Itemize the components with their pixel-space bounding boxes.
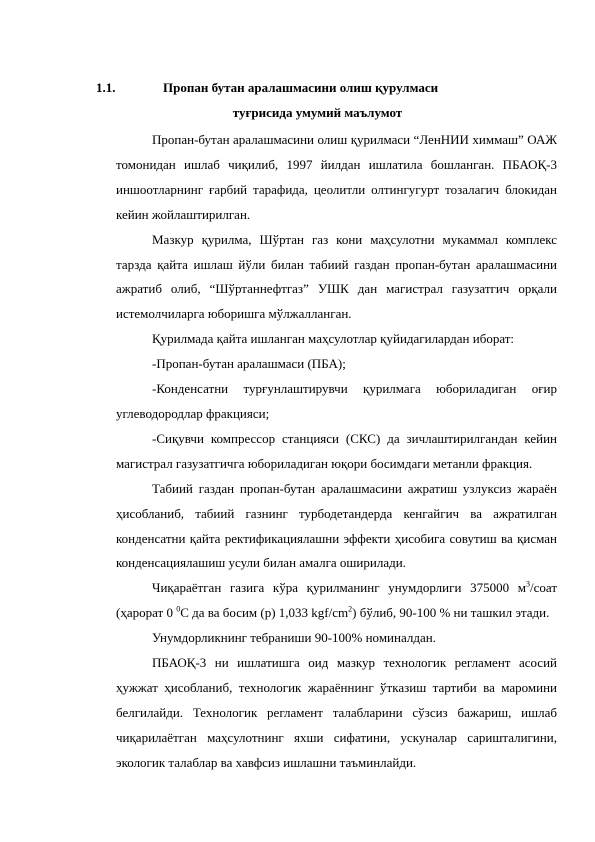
capacity-text: /соат (ҳарорат 0 (116, 580, 557, 621)
superscript: 3 (526, 579, 530, 589)
capacity-text: Чиқараётган газига кўра қурилманинг унумдорлиги 375000 м (152, 580, 526, 596)
paragraph: Табиий газдан пропан-бутан аралашмасини ажратиш узлуксиз жараён ҳисобланиб, табиий газнинг турбодетандерда кенгайгич ва ажратилган конденсатни қайта ректификациялашни эффекти ҳисобига совутиш ва қисман конденсациялашиш усули билан амалга оширилади. (116, 480, 557, 571)
paragraph: Унумдорликнинг тебраниши 90-100% номиналдан. (152, 630, 436, 646)
body-text (116, 128, 557, 776)
paragraph: Мазкур қурилма, Шўртан газ кони маҳсулотни мукаммал комплекс тарзда қайта ишлаш йўли билан табиий газдан пропан-бутан аралашмасини ажратиб олиб, “Шўртаннефтгаз” УШК дан магистрал газузатгич орқали истемолчиларга юборишга мўлжалланган. (116, 231, 557, 322)
section-title-line1: Пропан бутан аралашмасини олиш қурулмаси (163, 80, 439, 95)
superscript: 2 (348, 604, 353, 614)
paragraph: -Сиқувчи компрессор станцияси (СКС) да зичлаштирилгандан кейин магистрал газузатгичга юбориладиган юқори босимдаги метанли фракция. (116, 430, 557, 471)
paragraph: -Конденсатни турғунлаштирувчи қурилмага юбориладиган оғир углеводородлар фракцияси; (116, 381, 557, 421)
capacity-text: ) бўлиб, 90-100 % ни ташкил этади. (352, 605, 550, 621)
paragraph: ПБАОҚ-3 ни ишлатишга оид мазкур технологик регламент асосий ҳужжат ҳисобланиб, технологик жараённинг ўтказиш тартиби ва маромини белгилайди. Технологик регламент талабларини сўзсиз бажариш, ишлаб чиқарилаётган маҳсулотнинг яхши сифатини, ускуналар саришталигини, экологик талаблар ва хавфсиз ишлашни таъминлайди. (116, 655, 557, 770)
paragraph: Қурилмада қайта ишланган маҳсулотлар қуйидагилардан иборат: (152, 331, 515, 347)
capacity-paragraph (116, 576, 557, 626)
paragraph: Пропан-бутан аралашмасини олиш қурилмаси “ЛенНИИ химмаш” ОАЖ томонидан ишлаб чиқилиб, 1997 йилдан ишлатила бошланган. ПБАОҚ-3 иншоотларнинг ғарбий тарафида, цеолитли олтингугурт тозалагич блокидан кейин жойлаштирилган. (116, 132, 557, 222)
superscript: 0 (176, 604, 181, 614)
capacity-text: С да ва босим (р) 1,033 kgf/cm (180, 605, 349, 621)
section-number: 1.1. (96, 80, 116, 95)
section-title-line2: туғрисида умумий маълумот (232, 105, 403, 120)
paragraph: -Пропан-бутан аралашмаси (ПБА); (152, 356, 346, 372)
